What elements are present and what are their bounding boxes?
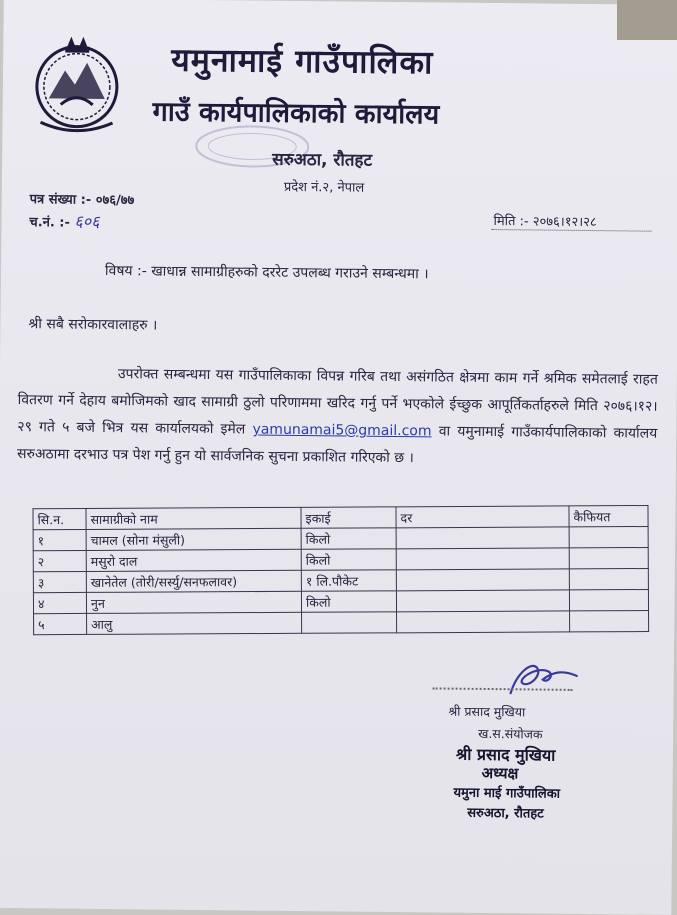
column-header-item: सामाग्रीको नाम [86, 507, 301, 529]
cell-remarks [569, 547, 648, 568]
letter-number-label: पत्र संख्या :- [29, 192, 92, 208]
cell-sn: ४ [33, 592, 86, 613]
reference-number-label: च.नं. :- [29, 215, 71, 231]
letter-number [30, 189, 135, 208]
cell-unit [302, 612, 397, 633]
column-header-remarks: कैफियत [569, 505, 648, 526]
cell-remarks [569, 526, 648, 547]
cell-rate [396, 569, 569, 591]
cell-sn: १ [33, 529, 86, 550]
cell-remarks [570, 610, 649, 631]
cell-unit: किलो [301, 591, 396, 612]
province-line: प्रदेश नं.२, नेपाल [283, 179, 365, 196]
letter-number-value: ०७६/७७ [95, 192, 135, 209]
cell-item: नुन [86, 591, 301, 613]
letter-date [493, 211, 596, 230]
date-label: मिति :- [493, 214, 529, 230]
table-row [34, 610, 649, 634]
cell-sn: ३ [33, 571, 86, 592]
cell-unit: किलो [301, 528, 396, 549]
seal-place: सरुअठा, रौतहट [467, 805, 544, 822]
cell-unit: १ लि.पौकेट [301, 570, 396, 591]
cell-rate [396, 590, 569, 612]
reference-number [29, 209, 99, 232]
body-part-1: उपरोक्त सम्बन्धमा यस गाउँपालिकाका विपन्न गरिब तथा असंगठित क्षेत्रमा काम गर्ने श्रमिक समेतलाई राहत वितरण गर्ने देहाय बमोजिमको खाद सामाग्री ठुलो परिणाममा खरिद गर्नु पर्ने भएकोले ईच्छुक आपूर्तिकर्ताहरुले मिति २०७६।१२।२९ गते ५ बजे भित्र यस कार्यालयको इमेल [17, 366, 658, 438]
column-header-unit: इकाई [301, 507, 396, 528]
date-divider [491, 229, 651, 232]
cell-item: खानेतेल (तोरी/सर्स्यु/सनफलावर) [86, 570, 301, 592]
seal-post: अध्यक्ष [481, 763, 519, 783]
office-location: सरुअठा, रौतहट [272, 149, 373, 171]
column-header-rate: दर [396, 506, 569, 528]
items-table [32, 505, 649, 635]
signatory-title: ख.स.संयोजक [478, 725, 543, 742]
seal-organization: यमुना माई गाउँपालिका [453, 785, 561, 802]
background-surface [617, 0, 677, 40]
email-link[interactable]: yamunamai5@gmail.com [252, 421, 432, 440]
cell-rate [397, 611, 570, 633]
cell-sn: २ [33, 550, 86, 571]
cell-remarks [569, 568, 648, 589]
cell-sn: ५ [34, 613, 87, 634]
seal-name: श्री प्रसाद मुखिया [455, 744, 556, 765]
letter-body [17, 360, 658, 475]
letter-subject: विषय :- खाधान्न सामाग्रीहरुको दररेट उपलब्ध गराउने सम्बन्धमा । [104, 262, 429, 283]
body-part-2: वा यमुनामाई गाउँकार्यपालिकाको कार्यालय सरुअठामा दरभाउ पत्र पेश गर्नु हुन यो सार्वजनिक सुचना प्रकाशित गरिएको छ । [16, 423, 658, 467]
reference-number-value: ६०६ [74, 211, 100, 231]
handwritten-signature [502, 653, 582, 702]
cell-remarks [569, 589, 648, 610]
signatory-name: श्री प्रसाद मुखिया [448, 703, 526, 720]
cell-item: आलु [87, 612, 302, 634]
cell-rate [396, 527, 569, 549]
column-header-sn: सि.न. [33, 508, 86, 529]
office-name: गाउँ कार्यपालिकाको कार्यालय [152, 96, 440, 131]
nepal-emblem-icon [30, 28, 123, 141]
date-value: २०७६।१२।२८ [532, 214, 597, 231]
cell-unit: किलो [301, 549, 396, 570]
cell-item: मसुरो दाल [86, 549, 301, 571]
cell-item: चामल (सोना मंसुली) [86, 528, 301, 550]
municipality-name: यमुनामाई गाउँपालिका [170, 40, 434, 82]
salutation: श्री सबै सरोकारवालाहरु । [28, 316, 158, 334]
cell-rate [396, 548, 569, 570]
